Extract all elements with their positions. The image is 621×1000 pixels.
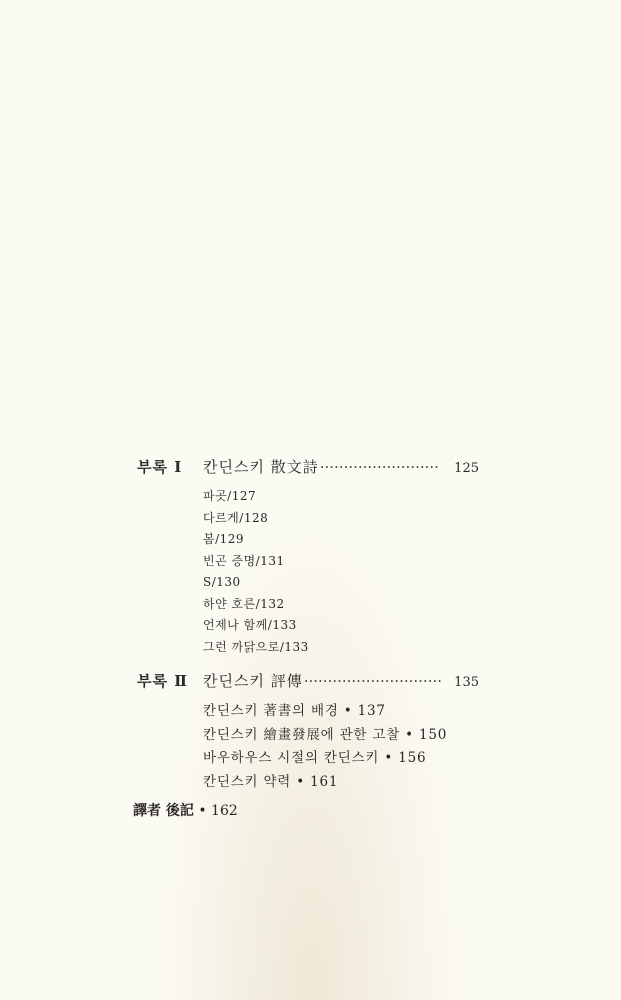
toc-item[interactable]: 그런 까닭으로/133 [203, 639, 309, 654]
appendix-2-title: 칸딘스키 評傳 [203, 672, 303, 690]
toc-item[interactable]: 빈곤 증명/131 [203, 553, 285, 568]
toc-item[interactable]: 다르게/128 [203, 510, 269, 525]
toc-item[interactable]: 칸딘스키 繪畫發展에 관한 고찰 • 150 [203, 726, 448, 743]
appendix-1-page: 125 [454, 461, 479, 476]
toc-entry-appendix-1[interactable] [137, 456, 479, 477]
appendix-1-title: 칸딘스키 散文詩 [203, 458, 319, 476]
toc-item[interactable]: 칸딘스키 著書의 배경 • 137 [203, 703, 386, 719]
appendix-2-items [203, 700, 447, 794]
toc-item[interactable]: S/130 [203, 575, 241, 589]
dot-leader: ····························· [303, 672, 443, 690]
toc-item[interactable]: 봄/129 [203, 532, 245, 546]
toc-entry-appendix-2[interactable] [137, 670, 479, 691]
appendix-1-items [203, 486, 309, 658]
appendix-1-label: 부록 Ⅰ [137, 458, 183, 476]
toc-item[interactable]: 바우하우스 시절의 칸딘스키 • 156 [203, 750, 427, 766]
appendix-2-label: 부록 Ⅱ [137, 672, 188, 690]
toc-item[interactable]: 칸딘스키 약력 • 161 [203, 773, 339, 790]
toc-item[interactable]: 파곳/127 [203, 489, 257, 503]
afterword-title: 譯者 後記 [133, 803, 194, 819]
dot-leader: ························· [319, 458, 439, 476]
appendix-2-page: 135 [454, 675, 479, 690]
afterword-page: • 162 [198, 803, 238, 819]
toc-item[interactable]: 언제나 함께/133 [203, 618, 297, 632]
toc-entry-afterword[interactable] [133, 800, 238, 820]
toc-item[interactable]: 하얀 호른/132 [203, 596, 285, 611]
